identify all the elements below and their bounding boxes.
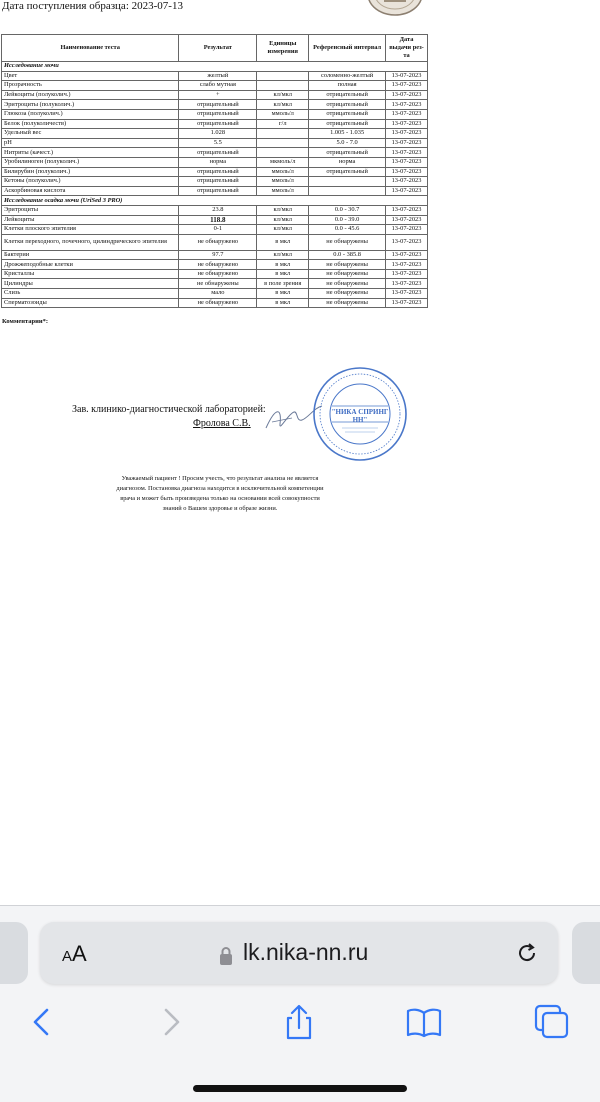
issue-date: 13-07-2023 [386, 225, 428, 235]
result-value: отрицательный [179, 167, 257, 177]
issue-date: 13-07-2023 [386, 250, 428, 260]
unit: в мкл [257, 269, 309, 279]
result-value: 118.8 [179, 215, 257, 225]
column-header: Референсный интервал [309, 35, 386, 62]
reload-icon[interactable] [514, 940, 540, 966]
test-name: Бактерии [2, 250, 179, 260]
reference-range: отрицательный [309, 100, 386, 110]
reference-range: не обнаружены [309, 279, 386, 289]
reference-range: 5.0 - 7.0 [309, 138, 386, 148]
unit [257, 148, 309, 158]
unit: в мкл [257, 289, 309, 299]
section-row [2, 62, 428, 72]
table-row [2, 109, 428, 119]
table-row [2, 225, 428, 235]
result-value: 1.028 [179, 129, 257, 139]
result-value: отрицательный [179, 100, 257, 110]
table-row [2, 186, 428, 196]
table-row [2, 148, 428, 158]
issue-date: 13-07-2023 [386, 177, 428, 187]
table-row [2, 157, 428, 167]
unit [257, 138, 309, 148]
browser-toolbar [0, 1002, 600, 1042]
result-value: отрицательный [179, 186, 257, 196]
test-name: Клетки плоского эпителия [2, 225, 179, 235]
table-row [2, 279, 428, 289]
issue-date: 13-07-2023 [386, 289, 428, 299]
reference-range: не обнаружены [309, 289, 386, 299]
aa-large: A [72, 941, 87, 966]
unit: кл/мкл [257, 250, 309, 260]
issue-date: 13-07-2023 [386, 90, 428, 100]
result-value: мало [179, 289, 257, 299]
result-value: отрицательный [179, 119, 257, 129]
reference-range: полная [309, 81, 386, 91]
reference-range: не обнаружены [309, 298, 386, 308]
section-title: Исследование осадка мочи (UriSed 3 PRO) [2, 196, 428, 206]
result-value: желтый [179, 71, 257, 81]
table-row [2, 119, 428, 129]
test-name: Удельный вес [2, 129, 179, 139]
result-value: 0-1 [179, 225, 257, 235]
lock-icon [218, 946, 234, 966]
test-name: Эритроциты [2, 205, 179, 215]
table-row [2, 269, 428, 279]
issue-date: 13-07-2023 [386, 71, 428, 81]
result-value: отрицательный [179, 177, 257, 187]
result-value: не обнаружено [179, 234, 257, 250]
result-value: не обнаружено [179, 269, 257, 279]
unit: кл/мкл [257, 225, 309, 235]
test-name: Кристаллы [2, 269, 179, 279]
home-indicator[interactable] [193, 1085, 407, 1092]
result-value: отрицательный [179, 109, 257, 119]
unit: г/л [257, 119, 309, 129]
issue-date: 13-07-2023 [386, 279, 428, 289]
back-icon[interactable] [22, 1002, 62, 1042]
test-name: Эритроциты (полуколич.) [2, 100, 179, 110]
test-name: Слизь [2, 289, 179, 299]
table-row [2, 215, 428, 225]
test-name: Белок (полуколичеств) [2, 119, 179, 129]
reference-range: не обнаружены [309, 260, 386, 270]
unit: в мкл [257, 260, 309, 270]
reference-range: 0.0 - 385.8 [309, 250, 386, 260]
unit: ммоль/л [257, 177, 309, 187]
test-name: Аскорбиновая кислота [2, 186, 179, 196]
unit: кл/мкл [257, 205, 309, 215]
issue-date: 13-07-2023 [386, 298, 428, 308]
issue-date: 13-07-2023 [386, 81, 428, 91]
test-name: Уробилиноген (полуколич.) [2, 157, 179, 167]
next-tab-pill[interactable] [572, 922, 600, 984]
unit: в мкл [257, 234, 309, 250]
test-name: Лейкоциты (полуколич.) [2, 90, 179, 100]
column-header: Наименование теста [2, 35, 179, 62]
table-row [2, 90, 428, 100]
lab-stamp [312, 366, 408, 462]
reference-range: 0.0 - 30.7 [309, 205, 386, 215]
browser-chrome [0, 905, 600, 1102]
test-name: Прозрачность [2, 81, 179, 91]
table-row [2, 250, 428, 260]
lab-head-name: Фролова С.В. [193, 418, 251, 429]
result-value: 97.7 [179, 250, 257, 260]
forward-icon[interactable] [151, 1002, 191, 1042]
unit: мкмоль/л [257, 157, 309, 167]
issue-date: 13-07-2023 [386, 215, 428, 225]
unit: кл/мкл [257, 215, 309, 225]
column-header: Дата выдачи рез-та [386, 35, 428, 62]
issue-date: 13-07-2023 [386, 109, 428, 119]
result-value: 23.8 [179, 205, 257, 215]
result-value: норма [179, 157, 257, 167]
unit: ммоль/л [257, 186, 309, 196]
reference-range: 0.0 - 39.0 [309, 215, 386, 225]
result-value: не обнаружено [179, 260, 257, 270]
aa-small: A [62, 948, 73, 965]
address-bar[interactable] [40, 922, 558, 984]
reference-range [309, 186, 386, 196]
patient-notice [70, 474, 370, 514]
issue-date: 13-07-2023 [386, 167, 428, 177]
table-row [2, 167, 428, 177]
stamp-text: "НИКА СПРИНГ НН" [331, 408, 389, 424]
reference-range: отрицательный [309, 119, 386, 129]
unit: ммоль/л [257, 109, 309, 119]
test-name: Дрожжеподобные клетки [2, 260, 179, 270]
unit: в мкл [257, 298, 309, 308]
table-header [2, 35, 428, 62]
comments-label: Комментарии*: [2, 318, 49, 325]
table-row [2, 100, 428, 110]
table-row [2, 234, 428, 250]
result-value: 5.5 [179, 138, 257, 148]
result-value: слабо мутная [179, 81, 257, 91]
test-name: Кетоны (полуколич.) [2, 177, 179, 187]
issue-date: 13-07-2023 [386, 205, 428, 215]
test-name: pH [2, 138, 179, 148]
bookmarks-icon[interactable] [404, 1002, 444, 1042]
issue-date: 13-07-2023 [386, 269, 428, 279]
reference-range: 0.0 - 45.6 [309, 225, 386, 235]
table-row [2, 177, 428, 187]
reference-range: отрицательный [309, 167, 386, 177]
reference-range: отрицательный [309, 109, 386, 119]
section-title: Исследование мочи [2, 62, 428, 72]
reference-range: не обнаружены [309, 234, 386, 250]
test-name: Нитриты (качест.) [2, 148, 179, 158]
notice-line: диагнозом. Постановка диагноза находится в исключительной компетенции [116, 485, 324, 492]
url-text[interactable]: lk.nika-nn.ru [243, 939, 369, 965]
tabs-icon[interactable] [532, 1002, 572, 1042]
table-row [2, 260, 428, 270]
column-header: Единицы измерения [257, 35, 309, 62]
table-row [2, 298, 428, 308]
unit: в поле зрения [257, 279, 309, 289]
sample-date: Дата поступления образца: 2023-07-13 [2, 0, 183, 12]
reference-range: не обнаружены [309, 269, 386, 279]
table-row [2, 129, 428, 139]
lab-head-title: Зав. клинико-диагностической лабораторией: [72, 404, 266, 415]
test-name: Сперматозоиды [2, 298, 179, 308]
previous-tab-pill[interactable] [0, 922, 28, 984]
issue-date: 13-07-2023 [386, 129, 428, 139]
table-row [2, 81, 428, 91]
reference-range: 1.005 - 1.035 [309, 129, 386, 139]
issue-date: 13-07-2023 [386, 234, 428, 250]
issue-date: 13-07-2023 [386, 119, 428, 129]
test-name: Цилиндры [2, 279, 179, 289]
lab-logo-icon [366, 0, 424, 16]
issue-date: 13-07-2023 [386, 260, 428, 270]
section-row [2, 196, 428, 206]
test-name: Лейкоциты [2, 215, 179, 225]
text-size-button[interactable] [62, 941, 87, 967]
test-name: Клетки переходного, почечного, цилиндрического эпителия [2, 234, 179, 250]
notice-line: Уважаемый пациент ! Просим учесть, что результат анализа не является [121, 475, 319, 482]
reference-range: отрицательный [309, 90, 386, 100]
issue-date: 13-07-2023 [386, 138, 428, 148]
unit: кл/мкл [257, 100, 309, 110]
table-row [2, 71, 428, 81]
notice-line: врача и может быть произведена только на основании всей совокупности [120, 495, 320, 502]
share-icon[interactable] [279, 1002, 319, 1042]
unit [257, 129, 309, 139]
issue-date: 13-07-2023 [386, 186, 428, 196]
issue-date: 13-07-2023 [386, 100, 428, 110]
notice-line: знаний о Вашем здоровье и образе жизни. [162, 505, 278, 512]
reference-range: норма [309, 157, 386, 167]
results-table [1, 34, 428, 308]
unit: ммоль/л [257, 167, 309, 177]
result-value: + [179, 90, 257, 100]
unit [257, 71, 309, 81]
unit [257, 81, 309, 91]
test-name: Глюкоза (полуколич.) [2, 109, 179, 119]
test-name: Цвет [2, 71, 179, 81]
table-row [2, 205, 428, 215]
issue-date: 13-07-2023 [386, 157, 428, 167]
result-value: не обнаружено [179, 298, 257, 308]
table-row [2, 289, 428, 299]
column-header: Результат [179, 35, 257, 62]
reference-range [309, 177, 386, 187]
issue-date: 13-07-2023 [386, 148, 428, 158]
unit: кл/мкл [257, 90, 309, 100]
result-value: отрицательный [179, 148, 257, 158]
reference-range: отрицательный [309, 148, 386, 158]
test-name: Билирубин (полуколич.) [2, 167, 179, 177]
reference-range: соломенно-желтый [309, 71, 386, 81]
table-row [2, 138, 428, 148]
result-value: не обнаружены [179, 279, 257, 289]
